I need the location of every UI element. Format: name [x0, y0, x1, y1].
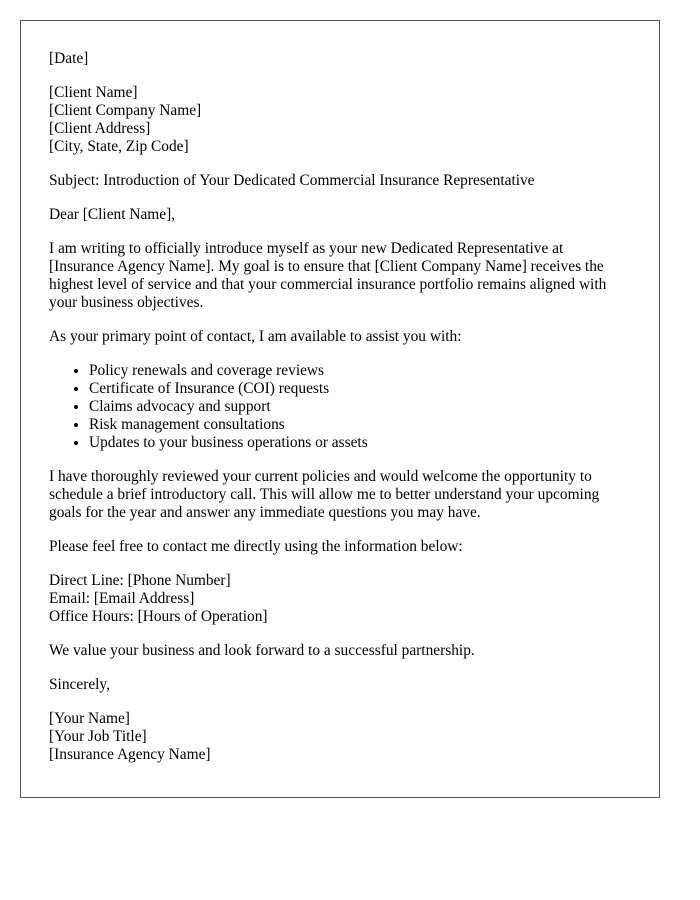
- subject-line: Subject: Introduction of Your Dedicated Commercial Insurance Representative: [49, 172, 535, 189]
- signature-block: [49, 710, 631, 764]
- contact-email: Email: [Email Address]: [49, 590, 195, 607]
- signature-agency: [Insurance Agency Name]: [49, 746, 211, 763]
- sign-off: Sincerely,: [49, 676, 110, 693]
- signature-name: [Your Name]: [49, 710, 130, 727]
- services-list-item: • Updates to your business operations or assets: [89, 434, 631, 452]
- services-list-item: • Risk management consultations: [89, 416, 631, 434]
- assist-intro: As your primary point of contact, I am available to assist you with:: [49, 328, 462, 345]
- contact-direct-line: Direct Line: [Phone Number]: [49, 572, 231, 589]
- intro-paragraph: [49, 240, 631, 312]
- review-paragraph: [49, 468, 631, 522]
- intro-paragraph-line: highest level of service and that your commercial insurance portfolio remains aligned with: [49, 276, 607, 293]
- signature-title: [Your Job Title]: [49, 728, 147, 745]
- review-paragraph-line: I have thoroughly reviewed your current policies and would welcome the opportunity to: [49, 468, 592, 485]
- intro-paragraph-line: [Insurance Agency Name]. My goal is to ensure that [Client Company Name] receives the: [49, 258, 604, 275]
- recipient-city-state-zip: [City, State, Zip Code]: [49, 138, 189, 155]
- salutation-block: [49, 206, 631, 224]
- recipient-address: [Client Address]: [49, 120, 151, 137]
- services-list-item: • Claims advocacy and support: [89, 398, 631, 416]
- contact-intro: Please feel free to contact me directly using the information below:: [49, 538, 463, 555]
- assist-intro-block: [49, 328, 631, 346]
- recipient-company: [Client Company Name]: [49, 102, 202, 119]
- intro-paragraph-line: your business objectives.: [49, 294, 204, 311]
- recipient-name: [Client Name]: [49, 84, 138, 101]
- closing-paragraph: We value your business and look forward to a successful partnership.: [49, 642, 475, 659]
- letter-date: [Date]: [49, 50, 89, 67]
- recipient-address-block: [49, 84, 631, 156]
- contact-details-block: [49, 572, 631, 626]
- letter-page: [20, 20, 660, 798]
- contact-intro-block: [49, 538, 631, 556]
- intro-paragraph-line: I am writing to officially introduce myself as your new Dedicated Representative at: [49, 240, 564, 257]
- salutation: Dear [Client Name],: [49, 206, 176, 223]
- subject-block: [49, 172, 631, 190]
- closing-paragraph-block: [49, 642, 631, 660]
- services-list-item: • Policy renewals and coverage reviews: [89, 362, 631, 380]
- review-paragraph-line: goals for the year and answer any immediate questions you may have.: [49, 504, 481, 521]
- date-block: [49, 50, 631, 68]
- sign-off-block: [49, 676, 631, 694]
- services-list-item: • Certificate of Insurance (COI) requests: [89, 380, 631, 398]
- review-paragraph-line: schedule a brief introductory call. This will allow me to better understand your upcoming: [49, 486, 600, 503]
- services-list: [49, 362, 631, 452]
- contact-office-hours: Office Hours: [Hours of Operation]: [49, 608, 268, 625]
